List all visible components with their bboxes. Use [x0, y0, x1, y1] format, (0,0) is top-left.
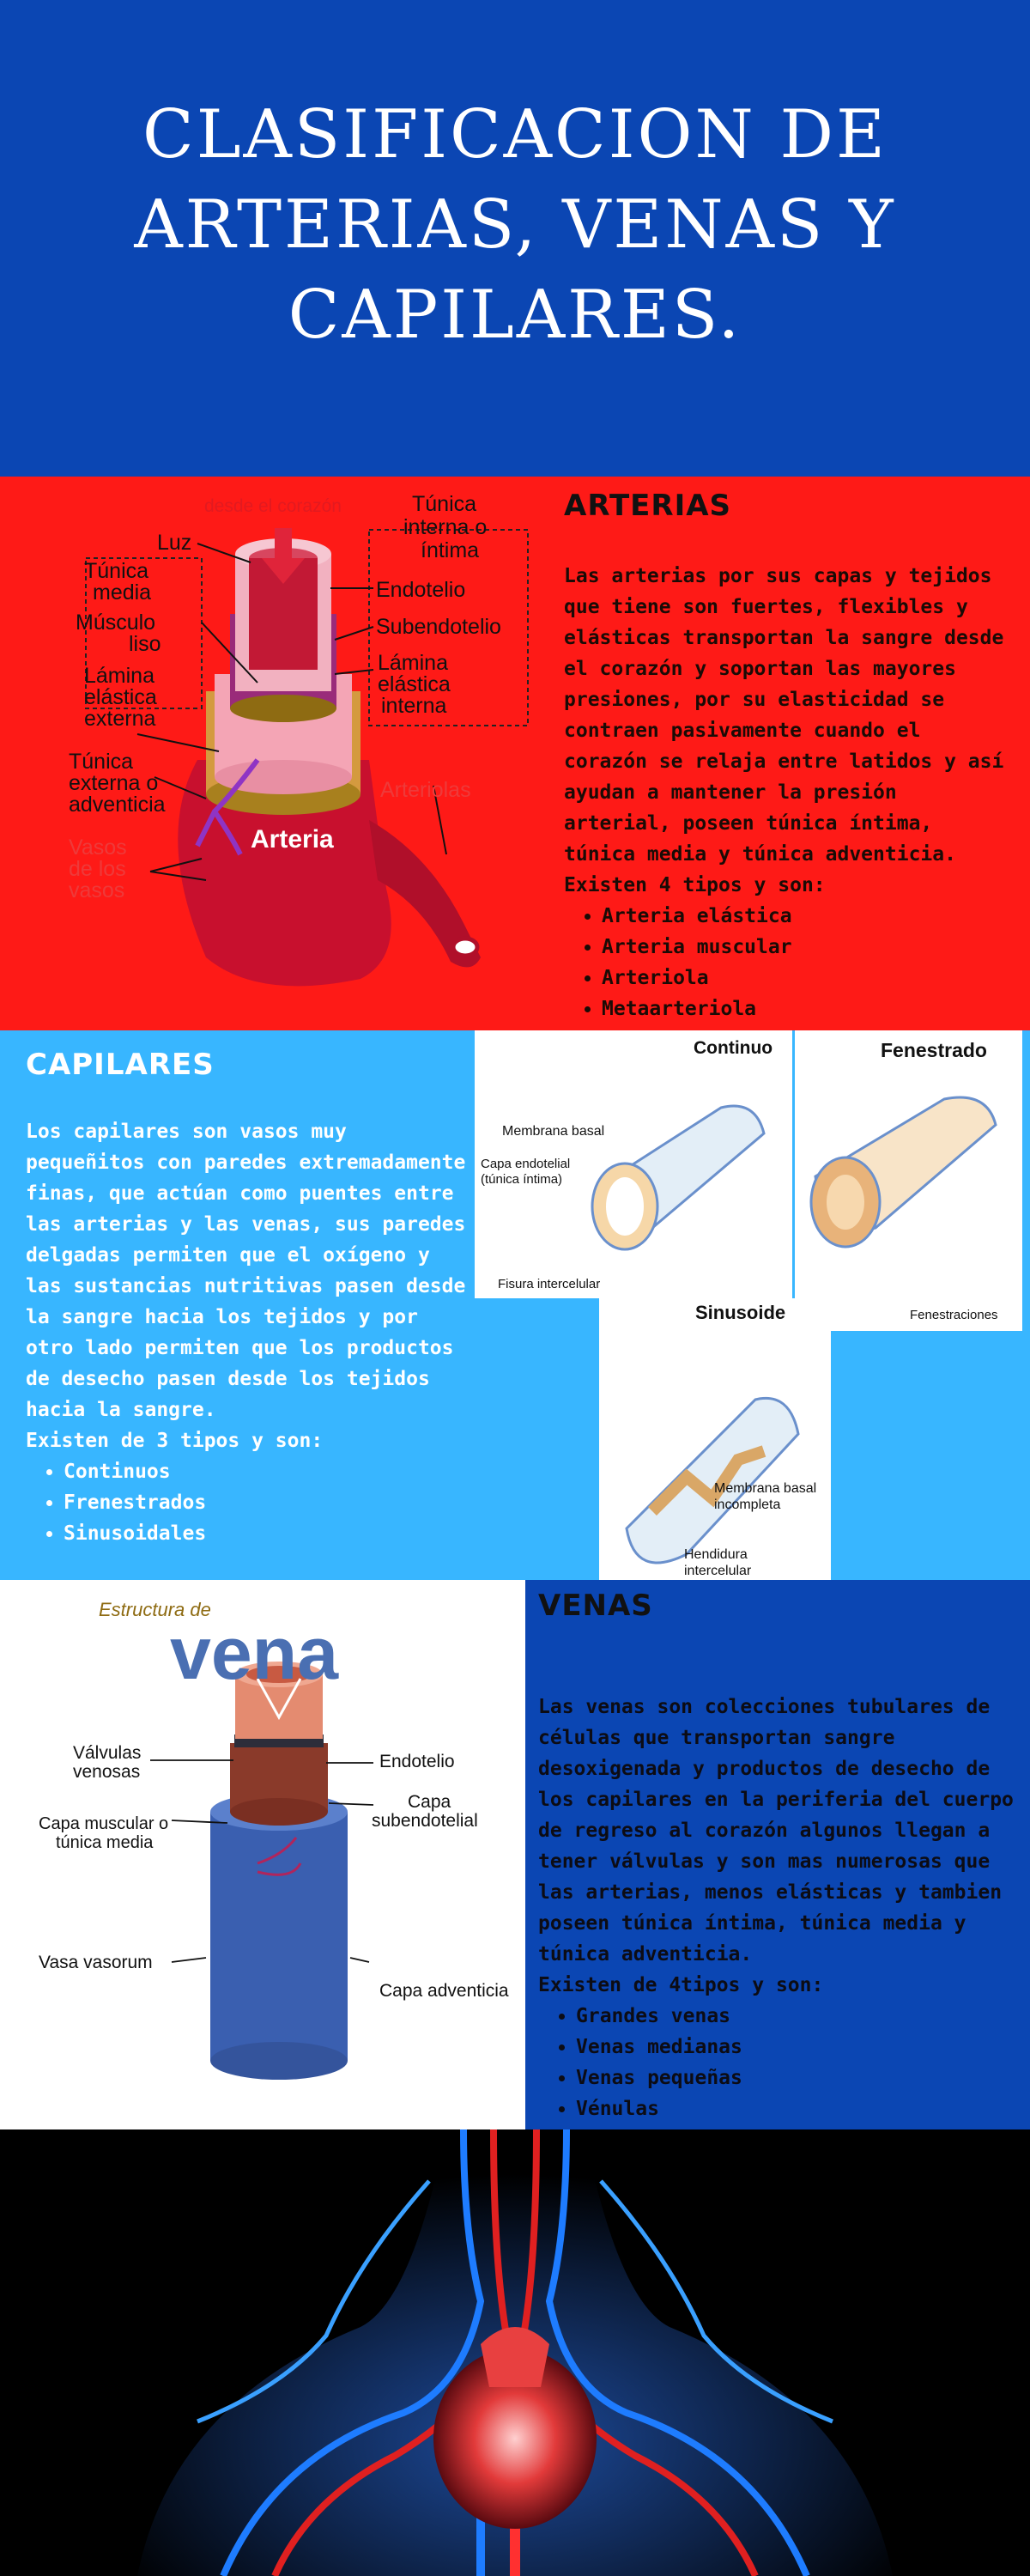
label-musculo-liso: Músculo liso — [76, 611, 161, 656]
arterias-types-intro: Existen 4 tipos y son: — [564, 874, 826, 896]
arterias-paragraph: Las arterias por sus capas y tejidos que tiene son fuertes, flexibles y elásticas transportan la sangre desde el corazón y soportan las mayores presiones, por su elasticidad se contraen pasivamente cuando el corazón se relaja entre latidos y así ayudan a mantener la presión arterial, poseen túnica íntima, túnica media y túnica adventicia. — [564, 565, 1004, 866]
page-title: CLASIFICACION DE ARTERIAS, VENAS Y CAPILARES. — [134, 96, 896, 354]
arterias-text — [564, 561, 1015, 1024]
capilares-text — [26, 1116, 468, 1549]
list-item: • Venas medianas — [576, 2032, 1019, 2063]
label-arteria: Arteria — [251, 825, 334, 854]
header-section — [0, 0, 1030, 477]
label-desde-corazon: desde el corazón — [204, 496, 342, 516]
label-continuo: Continuo — [694, 1038, 773, 1058]
capilares-section — [0, 1030, 1030, 1580]
capilares-heading: CAPILARES — [26, 1048, 215, 1082]
arterias-types-list — [602, 901, 1015, 1024]
label-lamina-externa: Lámina elástica externa — [84, 664, 157, 731]
venas-paragraph: Las venas son colecciones tubulares de células que transportan sangre desoxigenada y productos de desecho de los capilares en la periferia del cuerpo de regreso al corazón algunos llegan a tener válvulas y son mas numerosas que las arterias, menos elásticas y tambien poseen túnica íntima, túnica media y túnica adventicia. — [538, 1696, 1014, 1965]
label-luz: Luz — [157, 531, 192, 555]
circulatory-illustration — [0, 2129, 1030, 2576]
label-capa-endotelial: Capa endotelial (túnica íntima) — [481, 1157, 571, 1187]
label-fenestraciones: Fenestraciones — [910, 1308, 998, 1322]
label-valvulas: Válvulas venosas — [73, 1743, 142, 1782]
label-tunica-interna: Túnica interna o íntima — [403, 492, 488, 562]
label-arteriolas: Arteriolas — [380, 778, 471, 802]
list-item: • Vénulas — [576, 2093, 1019, 2124]
label-fenestrado: Fenestrado — [881, 1039, 987, 1061]
label-endotelio: Endotelio — [376, 578, 466, 602]
arterias-section — [0, 477, 1030, 1030]
label-membrana-incompleta: Membrana basal incompleta — [714, 1481, 817, 1512]
label-endotelio-vena: Endotelio — [379, 1752, 455, 1771]
capilares-types-list — [64, 1456, 468, 1549]
arterias-heading: ARTERIAS — [564, 489, 732, 523]
list-item: • Frenestrados — [64, 1487, 468, 1518]
list-item: • Arteria elástica — [602, 901, 1015, 932]
label-vasos: Vasos de los vasos — [69, 835, 127, 902]
arteria-diagram — [0, 477, 549, 1030]
label-lamina-interna: Lámina elástica interna — [378, 651, 451, 718]
label-vasa: Vasa vasorum — [39, 1953, 153, 1972]
venas-types-intro: Existen de 4tipos y son: — [538, 1974, 824, 1996]
list-item: • Sinusoidales — [64, 1518, 468, 1549]
label-fisura: Fisura intercelular — [498, 1277, 601, 1291]
venas-section — [0, 1580, 1030, 2129]
label-tunica-media: Túnica media — [84, 559, 152, 605]
venas-types-list — [576, 2001, 1019, 2124]
list-item: • Metaarteriola — [602, 993, 1015, 1024]
label-kicker: Estructura de — [99, 1599, 211, 1620]
list-item: • Arteriola — [602, 963, 1015, 993]
list-item: • Arteria muscular — [602, 932, 1015, 963]
list-item: • Continuos — [64, 1456, 468, 1487]
label-sinusoide: Sinusoide — [695, 1302, 786, 1323]
capilares-types-intro: Existen de 3 tipos y son: — [26, 1430, 324, 1452]
venas-text — [538, 1692, 1019, 2124]
label-vena-title: vena — [170, 1613, 339, 1695]
list-item: • Venas pequeñas — [576, 2063, 1019, 2093]
label-capa-muscular: Capa muscular o túnica media — [39, 1814, 169, 1852]
label-hendidura: Hendidura intercelular — [684, 1547, 752, 1578]
label-subendotelio: Subendotelio — [376, 615, 501, 639]
label-tunica-externa: Túnica externa o adventicia — [69, 750, 166, 817]
list-item: • Grandes venas — [576, 2001, 1019, 2032]
vena-diagram — [0, 1580, 532, 2129]
label-membrana-basal: Membrana basal — [502, 1124, 605, 1139]
venas-heading: VENAS — [538, 1589, 653, 1623]
circulatory-image — [0, 2129, 1030, 2576]
label-capa-subendotelial: Capa subendotelial — [372, 1792, 478, 1831]
label-adventicia: Capa adventicia — [379, 1981, 509, 2001]
capilares-paragraph: Los capilares son vasos muy pequeñitos con paredes extremadamente finas, que actúan como puentes entre las arterias y las venas, sus paredes delgadas permiten que el oxígeno y las sustancias nutritivas pasen desde la sangre hacia los tejidos y por otro lado permiten que los productos de desecho pasen desde los tejidos hacia la sangre. — [26, 1121, 466, 1421]
